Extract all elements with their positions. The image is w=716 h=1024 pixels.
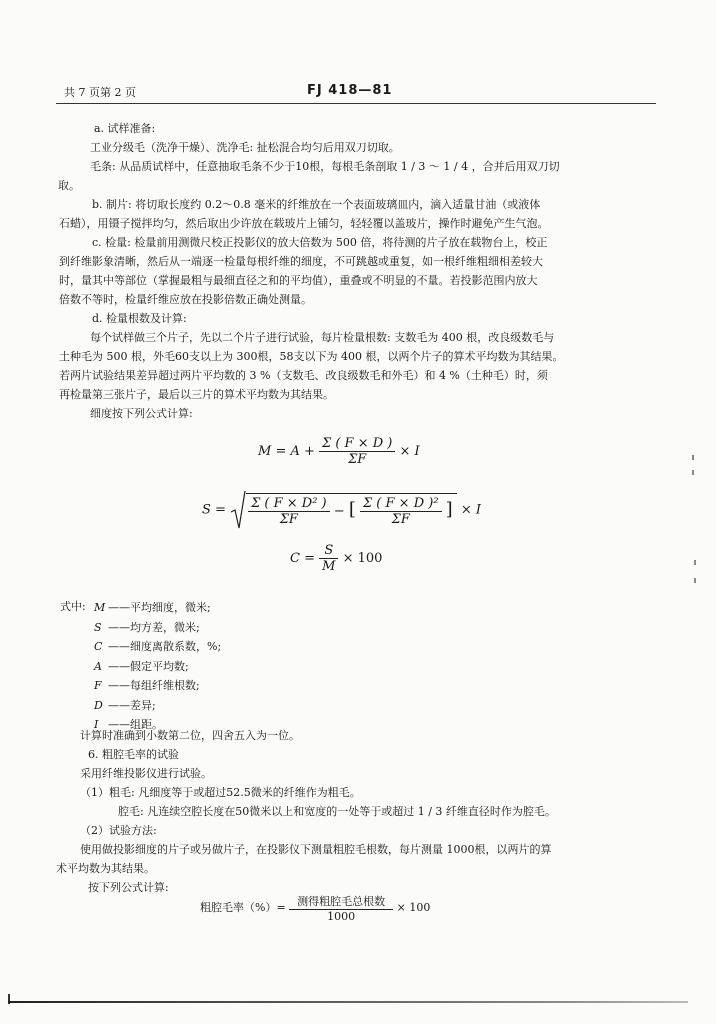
section-a-title: a. 试样准备: xyxy=(94,122,156,135)
formula-std-minus: − xyxy=(333,504,345,519)
formula-rate xyxy=(200,893,430,923)
sqrt-body xyxy=(246,493,457,527)
section-a-para1: 工业分级毛（洗净干燥）、洗净毛: 扯松混合均匀后用双刀切取。 xyxy=(90,141,400,154)
section-d-line1: 每个试样做三个片子，先以二个片子进行试验，每片检量根数: 支数毛为 400 根，改良级数毛与 xyxy=(90,331,555,344)
formula-std-lhs: S = xyxy=(202,502,226,518)
definition-item xyxy=(94,696,221,716)
section-6-item2-line2: 术平均数为其结果。 xyxy=(56,862,155,875)
formula-std-fraction2 xyxy=(360,496,442,527)
definition-text: ——平均细度，微米; xyxy=(108,601,211,614)
definition-item xyxy=(94,637,221,657)
section-6-item1-medullated: 腔毛: 凡连续空腔长度在50微米以上和宽度的一处等于或超过 1 / 3 纤维直径时作为腔毛。 xyxy=(118,805,556,818)
section-6-item2-line1: 使用做投影细度的片子或另做片子，在投影仪下测量粗腔毛根数，每片测量 1000根，以两片的算 xyxy=(80,843,552,856)
formula-rate-denominator: 1000 xyxy=(327,910,356,923)
definition-text: ——差异; xyxy=(108,698,156,712)
formula-cv-denominator: M xyxy=(322,559,336,574)
formula-std-numerator2: Σ ( F × D )² xyxy=(360,496,442,512)
formula-cv-numerator: S xyxy=(319,543,338,559)
precision-note: 计算时准确到小数第二位，四舍五入为一位。 xyxy=(80,729,300,742)
section-a-para2-line2: 取。 xyxy=(58,179,80,192)
formula-mean-numerator: Σ ( F × D ) xyxy=(319,436,395,452)
formula-std-fraction1 xyxy=(248,496,330,527)
definition-item xyxy=(94,657,221,677)
formula-rate-lhs: 粗腔毛率（%）= xyxy=(200,901,286,914)
definition-item xyxy=(94,618,221,638)
section-d-line3: 若两片试验结果差异超过两片平均数的 3 %（支数毛、改良级数毛和外毛）和 4 %（土种毛）时，须 xyxy=(59,369,548,382)
section-c-line2: 到纤维影象清晰，然后从一端逐一检量每根纤维的细度，不可跳越或重复，如一根纤维粗细相差较大 xyxy=(59,255,543,268)
section-6-formula-intro: 按下列公式计算: xyxy=(88,881,169,894)
definition-symbol: D xyxy=(94,698,103,712)
definition-symbol: S xyxy=(94,620,102,634)
section-6-para1: 采用纤维投影仪进行试验。 xyxy=(80,767,212,780)
formula-mean-lhs: M = A + xyxy=(258,444,315,459)
section-c-line3: 时，量其中等部位（掌握最粗与最细直径之和的平均值），重叠或不明显的不量。若投影范围内放大 xyxy=(59,274,538,287)
page-info: 共 7 页第 2 页 xyxy=(64,86,136,99)
header-rule xyxy=(56,103,656,104)
formula-mean xyxy=(258,436,420,467)
formula-std-tail: × I xyxy=(460,502,482,518)
definition-text: ——组距。 xyxy=(108,718,163,731)
definition-symbol: A xyxy=(94,659,102,673)
definition-text: ——细度离散系数，%; xyxy=(108,640,222,653)
scan-mark xyxy=(694,560,696,565)
document-code: FJ 418—81 xyxy=(307,83,393,98)
formula-std-denominator2: ΣF xyxy=(391,512,410,527)
formula-mean-denominator: ΣF xyxy=(348,452,367,467)
section-6-item1-coarse: （1）粗毛: 凡细度等于或超过52.5微米的纤维作为粗毛。 xyxy=(80,786,361,799)
definitions-intro: 式中: xyxy=(60,600,86,613)
section-d-line2: 土种毛为 500 根，外毛60支以上为 300根，58支以下为 400 根，以两个片子的算术平均数为其结果。 xyxy=(59,350,564,363)
definition-text: ——均方差，微米; xyxy=(108,620,200,634)
section-a-para2-line1: 毛条: 从品质试样中，任意抽取毛条不少于10根，每根毛条剖取 1 / 3 ～ 1 / 4 ，合并后用双刀切 xyxy=(90,160,560,173)
definition-text: ——假定平均数; xyxy=(108,659,189,673)
formula-cv xyxy=(290,543,382,574)
section-6-item2-title: （2）试验方法: xyxy=(80,824,157,837)
formula-cv-tail: × 100 xyxy=(342,551,383,566)
formula-rate-numerator: 测得粗腔毛总根数 xyxy=(289,893,393,910)
definition-text: ——每组纤维根数; xyxy=(108,679,200,692)
section-d-line4: 再检量第三张片子，最后以三片的算术平均数为其结果。 xyxy=(59,388,334,401)
formula-rate-fraction xyxy=(289,893,393,923)
close-bracket-icon: ] xyxy=(445,499,453,520)
formula-std-denominator1: ΣF xyxy=(279,512,298,527)
section-d-title: d. 检量根数及计算: xyxy=(92,312,187,325)
definition-item xyxy=(94,598,221,618)
formula-cv-fraction xyxy=(319,543,338,574)
formula-mean-tail: × I xyxy=(399,444,420,459)
formula-intro: 细度按下列公式计算: xyxy=(90,407,193,420)
open-bracket-icon: [ xyxy=(348,499,356,520)
definition-symbol: I xyxy=(94,718,99,731)
scan-mark xyxy=(694,578,696,583)
section-b-line2: 石蜡），用镊子搅拌均匀，然后取出少许放在载玻片上铺匀，轻轻覆以盖玻片，操作时避免产生气泡。 xyxy=(59,217,549,230)
formula-cv-lhs: C = xyxy=(290,551,315,566)
section-b-line1: b. 制片: 将切取长度约 0.2～0.8 毫米的纤维放在一个表面玻璃皿内，滴入适量甘油（或液体 xyxy=(92,198,541,211)
definitions-list xyxy=(94,598,221,735)
definition-item xyxy=(94,676,221,696)
definition-symbol: C xyxy=(94,640,103,653)
section-c-line4: 倍数不等时，检量纤维应放在投影倍数正确处测量。 xyxy=(59,293,312,306)
scan-mark xyxy=(692,455,694,460)
formula-mean-fraction xyxy=(319,436,395,467)
formula-std xyxy=(202,490,481,530)
definition-symbol: F xyxy=(94,679,102,692)
scan-mark xyxy=(692,470,694,475)
formula-rate-tail: × 100 xyxy=(396,901,431,914)
section-c-line1: c. 检量: 检量前用测微尺校正投影仪的放大倍数为 500 倍，将待测的片子放在载物台上，校正 xyxy=(92,236,548,249)
definition-symbol: M xyxy=(94,601,106,614)
section-6-title: 6. 粗腔毛率的试验 xyxy=(88,748,179,761)
footer-rule xyxy=(8,1001,688,1003)
sqrt-icon xyxy=(230,490,246,530)
formula-std-numerator1: Σ ( F × D² ) xyxy=(248,496,330,512)
